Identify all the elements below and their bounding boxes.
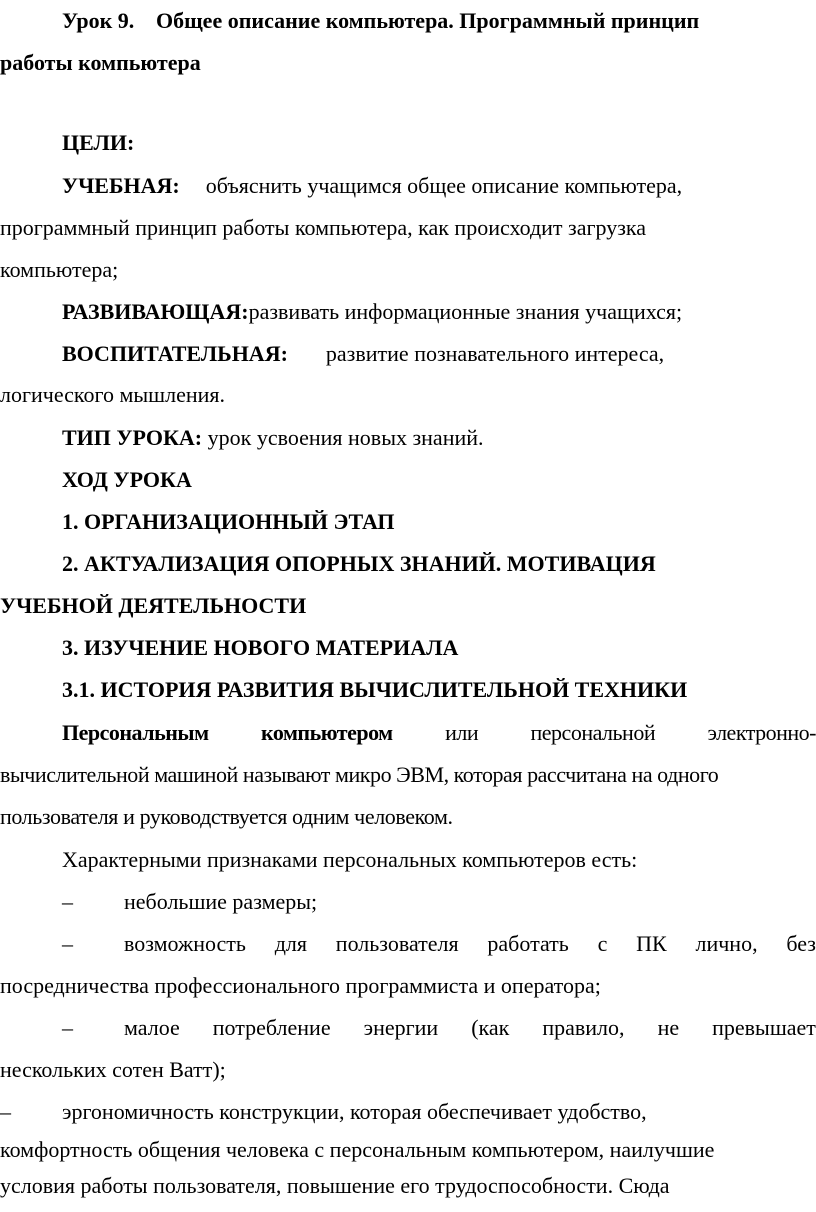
definition-line3: пользователя и руководствуется одним человеком. [0,804,453,829]
stage-2-heading-line2: УЧЕБНОЙ ДЕЯТЕЛЬНОСТИ [0,593,307,618]
goal-educational-line3: компьютера; [0,257,119,282]
feature-item-4-line3: условия работы пользователя, повышение его трудоспособности. Сюда [0,1173,670,1198]
goal-educational-label: УЧЕБНАЯ: [62,173,180,198]
definition-word-5: электронно- [707,720,816,745]
stage-3-heading: 3. ИЗУЧЕНИЕ НОВОГО МАТЕРИАЛА [62,635,459,660]
lesson-title: Общее описание компьютера. Программный принцип [156,8,700,33]
goal-upbringing-label: ВОСПИТАТЕЛЬНАЯ: [62,341,288,366]
list-dash: – [62,931,73,956]
definition-term-1: Персональным [62,720,209,745]
feature-item-2-word: для [274,931,308,956]
feature-item-3 [0,1017,816,1039]
goals-heading: ЦЕЛИ: [62,130,135,155]
feature-item-2-line1 [124,933,816,955]
goal-developing-label: РАЗВИВАЮЩАЯ: [62,299,249,324]
feature-item-3-word: не [657,1015,680,1040]
lesson-type-text: урок усвоения новых знаний. [207,425,484,450]
goal-upbringing-text: развитие познавательного интереса, [325,341,665,366]
definition-line2: вычислительной машиной называют микро ЭВМ, которая рассчитана на одного [0,762,719,787]
definition-word-4: персональной [530,720,656,745]
list-dash: – [62,889,73,914]
feature-item-3-word: превышает [712,1015,816,1040]
stage-2-heading-line1: 2. АКТУАЛИЗАЦИЯ ОПОРНЫХ ЗНАНИЙ. МОТИВАЦИЯ [62,551,656,576]
goal-upbringing [0,343,816,365]
course-heading: ХОД УРОКА [62,467,192,492]
feature-item-1-text: небольшие размеры; [124,889,318,914]
goal-educational-line2: программный принцип работы компьютера, как происходит загрузка [0,215,647,240]
goal-upbringing-line2: логического мышления. [0,382,226,407]
goal-developing [0,301,816,323]
feature-item-2-word: работать [487,931,569,956]
feature-item-4-line2: комфортность общения человека с персональным компьютером, наилучшие [0,1137,715,1162]
stage-1-heading: 1. ОРГАНИЗАЦИОННЫЙ ЭТАП [62,509,395,534]
feature-item-2-word: возможность [124,931,246,956]
definition-line1 [0,722,816,744]
feature-item-2-word: с [597,931,608,956]
goal-developing-text: развивать информационные знания учащихся; [248,299,683,324]
feature-item-3-word: (как [471,1015,510,1040]
feature-item-3-line2: нескольких сотен Ватт); [0,1057,226,1082]
feature-item-3-word: малое [124,1015,180,1040]
lesson-number: Урок 9. [62,8,135,33]
feature-item-3-word: правило, [542,1015,625,1040]
feature-item-3-word: потребление [212,1015,331,1040]
goal-educational-text: объяснить учащимся общее описание компьютера, [205,173,683,198]
feature-item-1 [0,891,816,913]
features-intro: Характерными признаками персональных компьютеров есть: [62,847,638,872]
list-dash: – [0,1099,11,1124]
feature-item-2-word: пользователя [335,931,459,956]
feature-item-2 [0,933,816,955]
lesson-title-line1 [0,10,816,32]
lesson-type [0,427,816,449]
feature-item-2-word: ПК [636,931,667,956]
stage-3-1-heading: 3.1. ИСТОРИЯ РАЗВИТИЯ ВЫЧИСЛИТЕЛЬНОЙ ТЕХНИКИ [62,677,688,702]
feature-item-4 [0,1101,816,1123]
definition-term-2: компьютером [260,720,393,745]
lesson-type-label: ТИП УРОКА: [62,425,203,450]
feature-item-2-word: без [786,931,816,956]
lesson-title-line2: работы компьютера [0,50,201,75]
feature-item-4-text: эргономичность конструкции, которая обеспечивает удобство, [62,1099,647,1124]
feature-item-2-line2: посредничества профессионального программиста и оператора; [0,973,601,998]
goal-educational [0,175,816,197]
feature-item-2-word: лично, [695,931,758,956]
list-dash: – [62,1015,73,1040]
feature-item-3-word: энергии [363,1015,439,1040]
feature-item-3-line1 [124,1017,816,1039]
definition-word-3: или [445,720,479,745]
